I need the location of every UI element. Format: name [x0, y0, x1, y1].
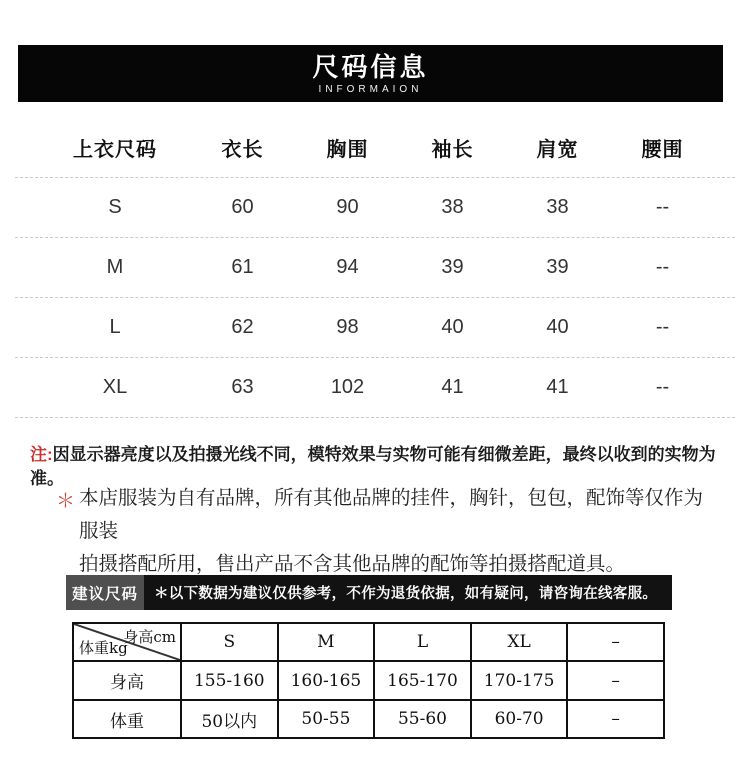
table-cell: 94: [336, 256, 359, 278]
column-header: S: [181, 623, 278, 661]
table-cell: 39: [546, 256, 569, 278]
table-cell: 38: [441, 196, 464, 218]
table-cell: 41: [546, 376, 569, 398]
table-cell: 61: [231, 256, 254, 278]
table-cell: 50-55: [278, 700, 375, 738]
table-cell: 98: [336, 316, 359, 338]
suggested-size-bar: [66, 575, 672, 610]
note-text: 因显示器亮度以及拍摄光线不同，模特效果与实物可能有细微差距，最终以收到的实物为准。: [30, 445, 716, 488]
size-label: S: [108, 196, 122, 218]
row-label: 体重: [73, 700, 181, 738]
table-cell: 40: [441, 316, 464, 338]
reference-height-row: [73, 661, 664, 700]
table-cell: --: [655, 256, 670, 278]
column-header: 胸围: [326, 139, 369, 161]
brand-disclaimer: [56, 482, 716, 581]
table-cell: 102: [330, 376, 365, 398]
disclaimer-line-1: 本店服装为自有品牌，所有其他品牌的挂件，胸针，包包，配饰等仅作为服装: [79, 487, 704, 542]
table-cell: 90: [336, 196, 359, 218]
column-header: M: [278, 623, 375, 661]
column-header: 腰围: [641, 139, 684, 161]
table-cell: --: [655, 376, 670, 398]
size-label: L: [109, 316, 121, 338]
banner: [18, 45, 723, 102]
table-cell: --: [655, 316, 670, 338]
table-cell: 55-60: [374, 700, 471, 738]
reference-header-row: [73, 623, 664, 661]
table-cell: 160-165: [278, 661, 375, 700]
page-title: 尺码信息: [312, 51, 429, 82]
size-table-header-row: [15, 118, 735, 178]
column-header: XL: [471, 623, 568, 661]
table-cell: 60: [231, 196, 254, 218]
size-table: [15, 118, 735, 418]
table-cell: 63: [231, 376, 254, 398]
corner-height-label: 身高cm: [123, 628, 176, 646]
table-cell: --: [655, 196, 670, 218]
suggested-size-label: 建议尺码: [66, 575, 144, 610]
note-prefix: 注:: [30, 445, 53, 464]
size-label: XL: [102, 376, 128, 398]
table-cell: –: [567, 661, 664, 700]
row-label: 身高: [73, 661, 181, 700]
column-header: 衣长: [221, 139, 264, 161]
column-header: 肩宽: [536, 139, 579, 161]
table-cell: 62: [231, 316, 254, 338]
table-cell: 60-70: [471, 700, 568, 738]
reference-weight-row: [73, 700, 664, 738]
page-subtitle: INFORMAION: [318, 83, 423, 95]
corner-weight-label: 体重kg: [79, 639, 128, 657]
column-header: L: [374, 623, 471, 661]
column-header: –: [567, 623, 664, 661]
table-cell: 170-175: [471, 661, 568, 700]
table-cell: 155-160: [181, 661, 278, 700]
reference-table: [72, 622, 665, 739]
column-header: 袖长: [431, 139, 474, 161]
size-label: M: [106, 256, 124, 278]
column-header: 上衣尺码: [73, 139, 157, 161]
suggested-size-text: ＊以下数据为建议仅供参考，不作为退货依据，如有疑问，请咨询在线客服。: [154, 586, 658, 602]
table-cell: 39: [441, 256, 464, 278]
table-cell: 40: [546, 316, 569, 338]
table-row-s: [15, 178, 735, 238]
table-row-xl: [15, 358, 735, 418]
table-cell: 50以内: [181, 700, 278, 738]
asterisk-mark: ＊: [56, 491, 76, 512]
table-cell: 165-170: [374, 661, 471, 700]
table-cell: 41: [441, 376, 464, 398]
disclaimer-line-2: 拍摄搭配所用，售出产品不含其他品牌的配饰等拍摄搭配道具。: [79, 553, 626, 575]
table-row-l: [15, 298, 735, 358]
table-cell: –: [567, 700, 664, 738]
table-cell: 38: [546, 196, 569, 218]
table-row-m: [15, 238, 735, 298]
diagonal-corner-cell: [73, 623, 181, 661]
